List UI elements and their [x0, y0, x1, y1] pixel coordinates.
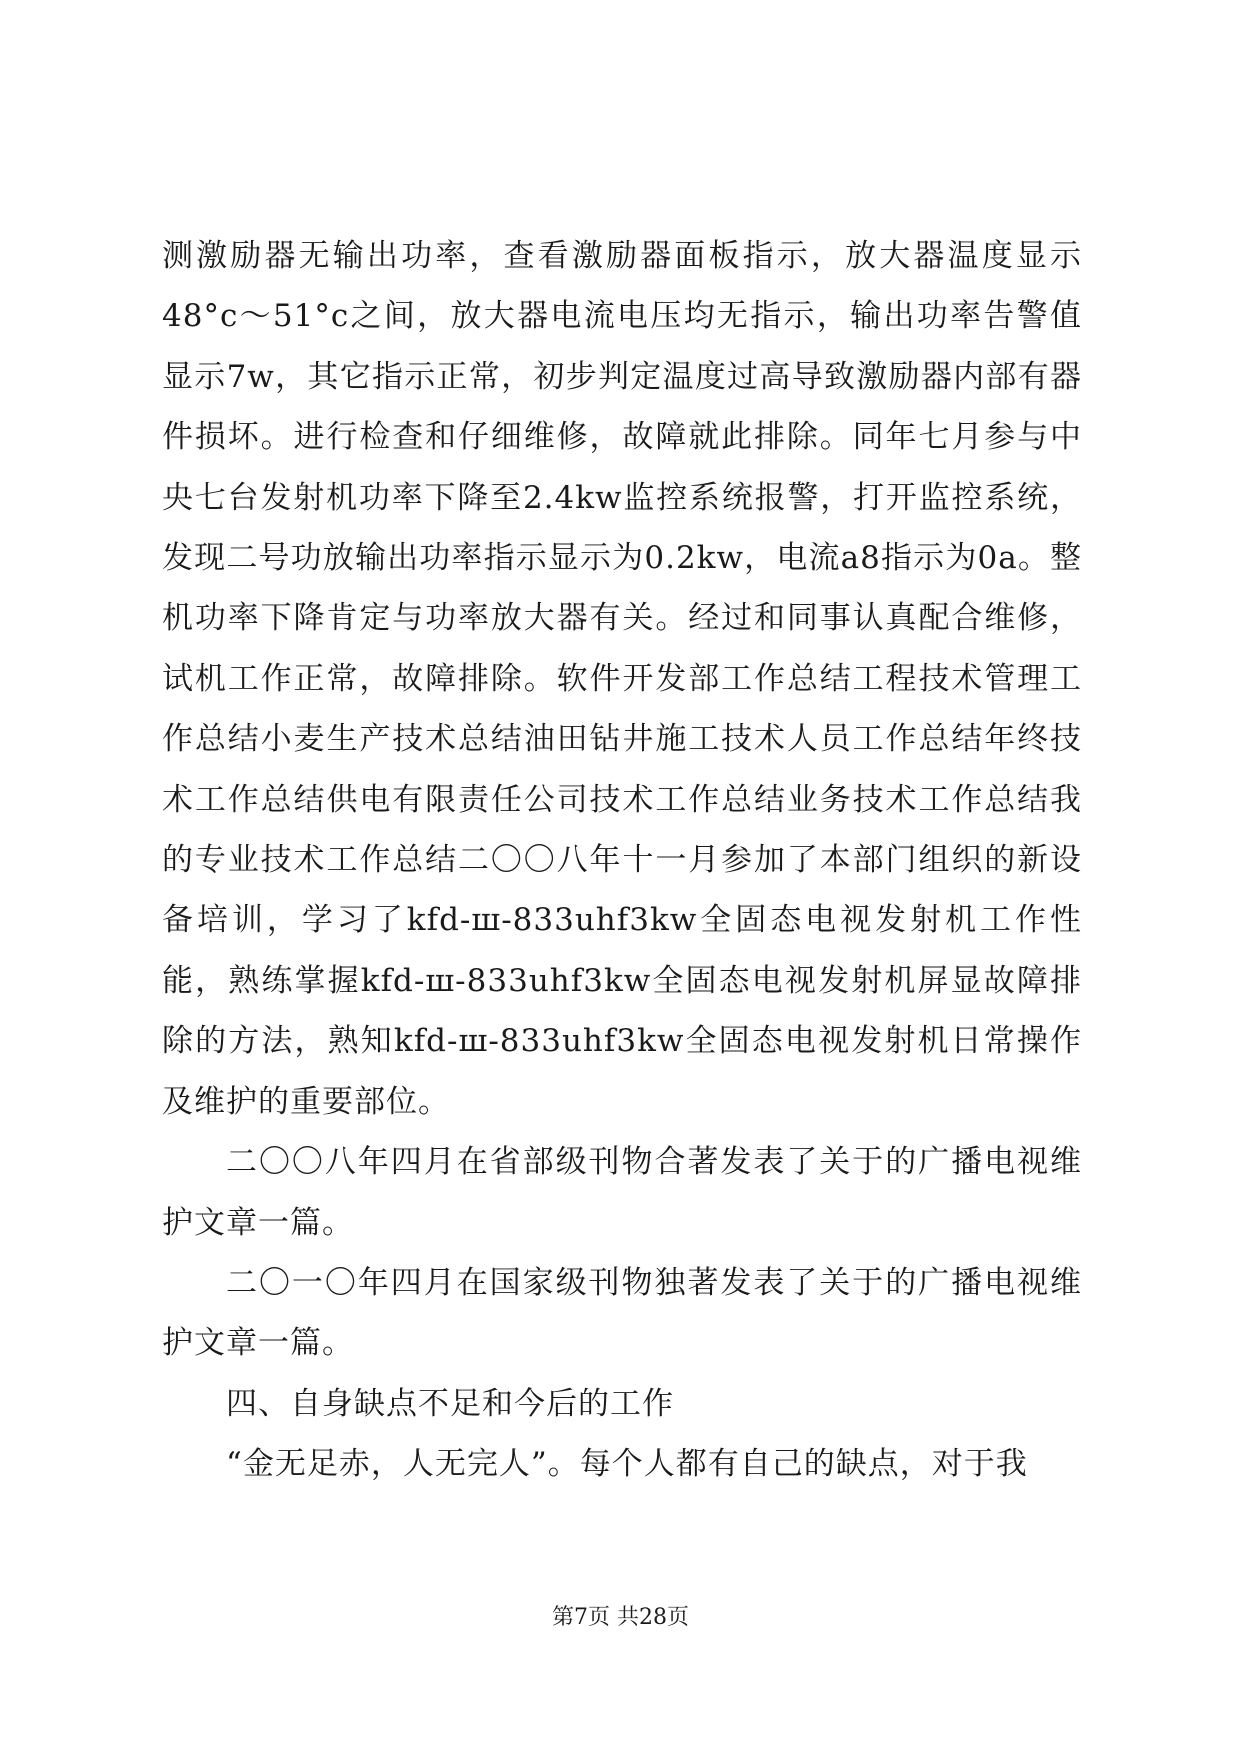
section-heading-shortcomings: 四、自身缺点不足和今后的工作	[226, 1385, 674, 1422]
paragraph-national-publication: 二〇一〇年四月在国家级刊物独著发表了关于的广播电视维护文章一篇。	[162, 1264, 1082, 1362]
document-body	[162, 226, 1082, 1495]
paragraph-shortcomings-intro: “金无足赤，人无完人”。每个人都有自己的缺点，对于我	[226, 1446, 1028, 1483]
paragraph-fault-repair-and-training: 测激励器无输出功率，查看激励器面板指示，放大器温度显示48°c～51°c之间，放大器电流电压均无指示，输出功率告警值显示7w，其它指示正常，初步判定温度过高导致激励器内部有器件损坏。进行检查和仔细维修，故障就此排除。同年七月参与中央七台发射机功率下降至2.4kw监控系统报警，打开监控系统，发现二号功放输出功率指示显示为0.2kw，电流a8指示为0a。整机功率下降肯定与功率放大器有关。经过和同事认真配合维修，试机工作正常，故障排除。软件开发部工作总结工程技术管理工作总结小麦生产技术总结油田钻井施工技术人员工作总结年终技术工作总结供电有限责任公司技术工作总结业务技术工作总结我的专业技术工作总结二〇〇八年十一月参加了本部门组织的新设备培训，学习了kfd-ш-833uhf3kw全固态电视发射机工作性能，熟练掌握kfd-ш-833uhf3kw全固态电视发射机屏显故障排除的方法，熟知kfd-ш-833uhf3kw全固态电视发射机日常操作及维护的重要部位。	[162, 238, 1082, 1120]
page-number-footer: 第7页 共28页	[552, 1605, 689, 1630]
paragraph-provincial-publication: 二〇〇八年四月在省部级刊物合著发表了关于的广播电视维护文章一篇。	[162, 1144, 1082, 1241]
